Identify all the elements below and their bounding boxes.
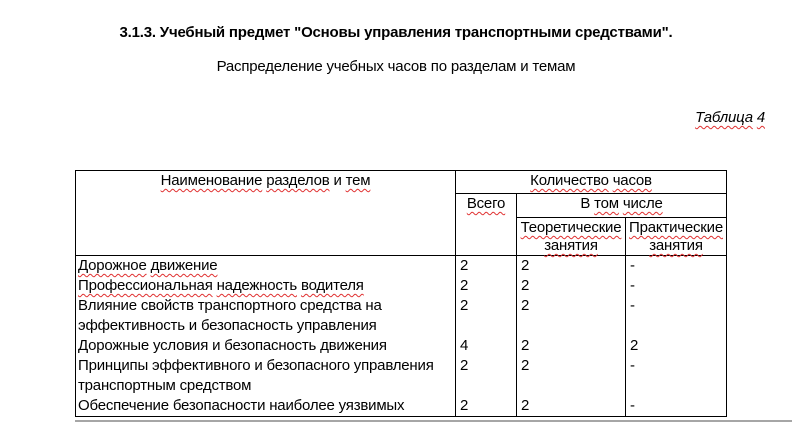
practice-cell: - <box>626 396 727 417</box>
theory-cell: 2 <box>517 396 626 417</box>
table-caption <box>0 109 792 127</box>
practice-cell: - <box>626 256 727 277</box>
doc-title: 3.1.3. Учебный предмет "Основы управления транспортными средствами". <box>119 24 673 41</box>
header-total: Всего <box>456 194 517 256</box>
table-row <box>76 256 727 277</box>
practice-cell: - <box>626 296 727 336</box>
table-row <box>76 296 727 336</box>
row-name-cell: Профессиональная надежность водителя <box>76 276 456 296</box>
doc-subtitle: Распределение учебных часов по разделам и темам <box>216 58 576 75</box>
total-cell: 2 <box>456 296 517 336</box>
row-name-cell: Обеспечение безопасности наиболее уязвимых <box>76 396 456 417</box>
page-cut-line <box>75 420 792 422</box>
header-theory: Теоретические занятия <box>517 218 626 256</box>
total-cell: 2 <box>456 276 517 296</box>
table-row <box>76 396 727 417</box>
theory-cell: 2 <box>517 276 626 296</box>
total-cell: 4 <box>456 336 517 356</box>
theory-cell: 2 <box>517 256 626 277</box>
header-hours-group: Количество часов <box>456 171 727 194</box>
practice-cell: - <box>626 356 727 396</box>
row-name-cell: Принципы эффективного и безопасного управления транспортным средством <box>76 356 456 396</box>
total-cell: 2 <box>456 256 517 277</box>
theory-cell: 2 <box>517 296 626 336</box>
row-name-cell: Дорожное движение <box>76 256 456 277</box>
header-name-col: Наименование разделов и тем <box>76 171 456 256</box>
theory-cell: 2 <box>517 356 626 396</box>
header-row-1 <box>76 171 727 194</box>
row-name-cell: Дорожные условия и безопасность движения <box>76 336 456 356</box>
total-cell: 2 <box>456 396 517 417</box>
theory-cell: 2 <box>517 336 626 356</box>
header-practice: Практические занятия <box>626 218 727 256</box>
table-row <box>76 336 727 356</box>
total-cell: 2 <box>456 356 517 396</box>
table-caption-text: Таблица 4 <box>695 109 765 126</box>
practice-cell: - <box>626 276 727 296</box>
table-row <box>76 276 727 296</box>
table-row <box>76 356 727 396</box>
row-name-cell: Влияние свойств транспортного средства на эффективность и безопасность управления <box>76 296 456 336</box>
hours-table <box>75 170 727 417</box>
header-including: В том числе <box>517 194 727 218</box>
practice-cell: 2 <box>626 336 727 356</box>
